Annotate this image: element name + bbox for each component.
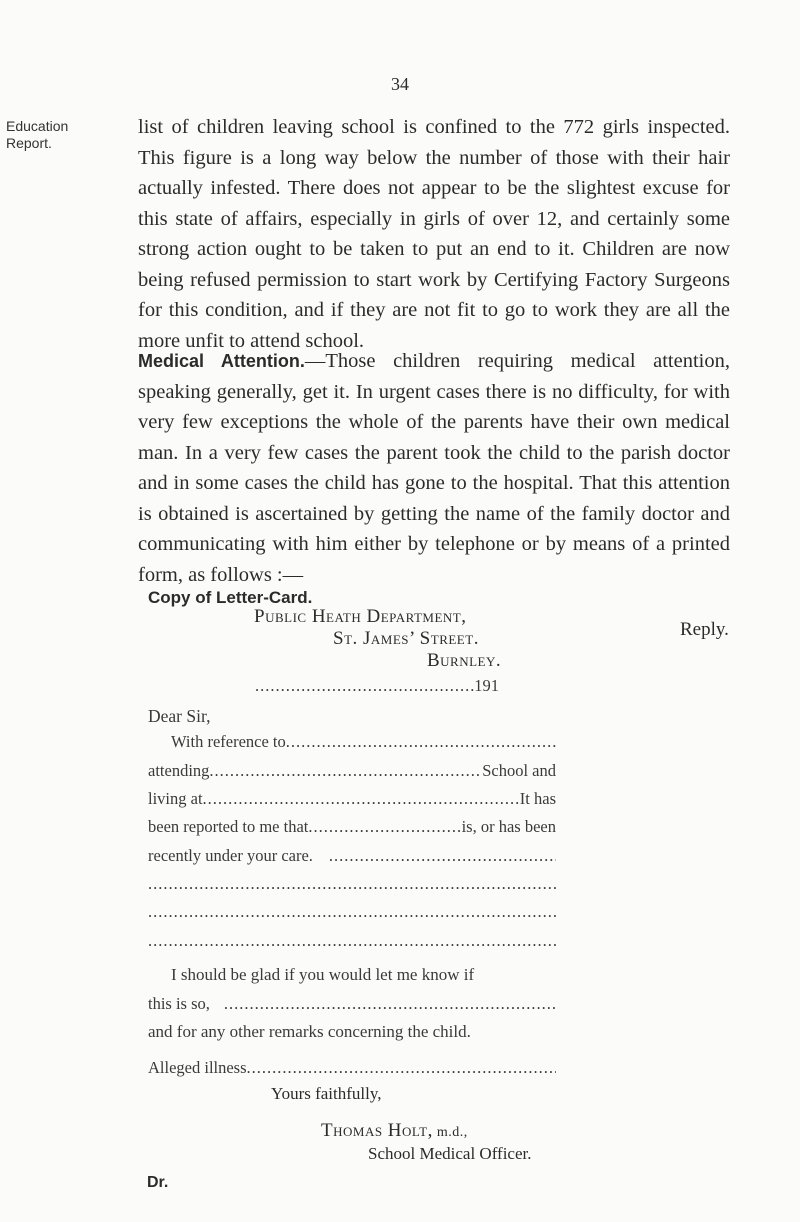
- recently-label: recently under your care.: [148, 846, 313, 865]
- section-heading-medical-attention: Medical Attention.: [138, 351, 305, 371]
- paragraph-hair-infestation: list of children leaving school is confined to the 772 girls inspected. This figure is a long way below the number of those with their hair actually infested. There does not appear to be the slightest excuse for this state of affairs, especially in girls of over 12, and certainly some strong action ought to be taken to put an end to it. Children are now being refused permission to start work by Certifying Factory Surgeons for this condition, and if they are not fit to go to work they are all the more unfit to attend school.: [138, 116, 730, 352]
- living-end: It has: [519, 789, 556, 808]
- this-is-so-line: [148, 994, 556, 1014]
- glad-text: I should be glad if you would let me know if: [171, 965, 475, 984]
- letter-card-title: Copy of Letter-Card.: [148, 588, 313, 607]
- blank-line-1: [148, 874, 556, 894]
- address-line-department: Public Heath Department,: [254, 606, 467, 627]
- margin-note-line1: Education: [6, 118, 69, 134]
- attending-end: School and: [482, 761, 556, 780]
- living-blank: [203, 789, 520, 809]
- this-is-so-label: this is so,: [148, 994, 210, 1013]
- signatory-title: School Medical Officer.: [368, 1144, 532, 1163]
- address-line-street: St. James’ Street.: [333, 628, 479, 649]
- reported-line: [148, 817, 556, 837]
- date-blank: [255, 676, 474, 696]
- closing: Yours faithfully,: [271, 1084, 382, 1103]
- reply-label: Reply.: [680, 619, 729, 640]
- attending-blank: [209, 761, 482, 781]
- date-year-prefix: 191: [474, 676, 499, 695]
- date-line: [255, 676, 499, 696]
- blank-line-2: [148, 902, 556, 922]
- paragraph-medical-attention-text: —Those children requiring medical attention, speaking generally, get it. In urgent cases there is no difficulty, for with very few exceptions the whole of the parents have their own medical man. In a very few cases the parent took the child to the parish doctor and in some cases the child has gone to the hospital. That this attention is obtained is ascertained by getting the name of the family doctor and communicating with him either by telephone or by means of a printed form, as follows :—: [138, 350, 730, 586]
- reported-label: been reported to me that: [148, 817, 309, 836]
- blank-line-3: [148, 931, 556, 951]
- alleged-illness-blank: [247, 1058, 556, 1078]
- margin-note-line2: Report.: [6, 135, 52, 151]
- salutation-line: [148, 706, 556, 727]
- this-is-so-blank: [224, 994, 556, 1014]
- remarks-line: [148, 1022, 556, 1042]
- signatory-name: Thomas Holt,: [321, 1120, 433, 1141]
- addressee: Dr.: [147, 1174, 169, 1191]
- living-line: [148, 789, 556, 809]
- page-number: 34: [391, 74, 409, 94]
- address-line-town: Burnley.: [427, 650, 502, 671]
- recently-blank: [329, 846, 556, 866]
- reference-label: With reference to: [171, 732, 286, 751]
- attending-line: [148, 761, 556, 781]
- attending-label: attending: [148, 761, 210, 780]
- living-label: living at: [148, 789, 203, 808]
- signatory: [321, 1120, 468, 1142]
- reported-blank: [308, 817, 461, 837]
- reference-blank: [286, 732, 556, 752]
- salutation: Dear Sir,: [148, 706, 211, 726]
- signatory-degree: m.d.,: [436, 1125, 468, 1140]
- alleged-illness-line: [148, 1058, 556, 1078]
- margin-note: [6, 118, 68, 152]
- alleged-illness-label: Alleged illness: [148, 1058, 247, 1077]
- recently-line: [148, 846, 556, 866]
- glad-line: [171, 965, 556, 985]
- reported-end: is, or has been: [461, 817, 556, 836]
- paragraph-medical-attention: [138, 346, 730, 590]
- reference-line: [171, 732, 556, 752]
- remarks-text: and for any other remarks concerning the child.: [148, 1022, 471, 1041]
